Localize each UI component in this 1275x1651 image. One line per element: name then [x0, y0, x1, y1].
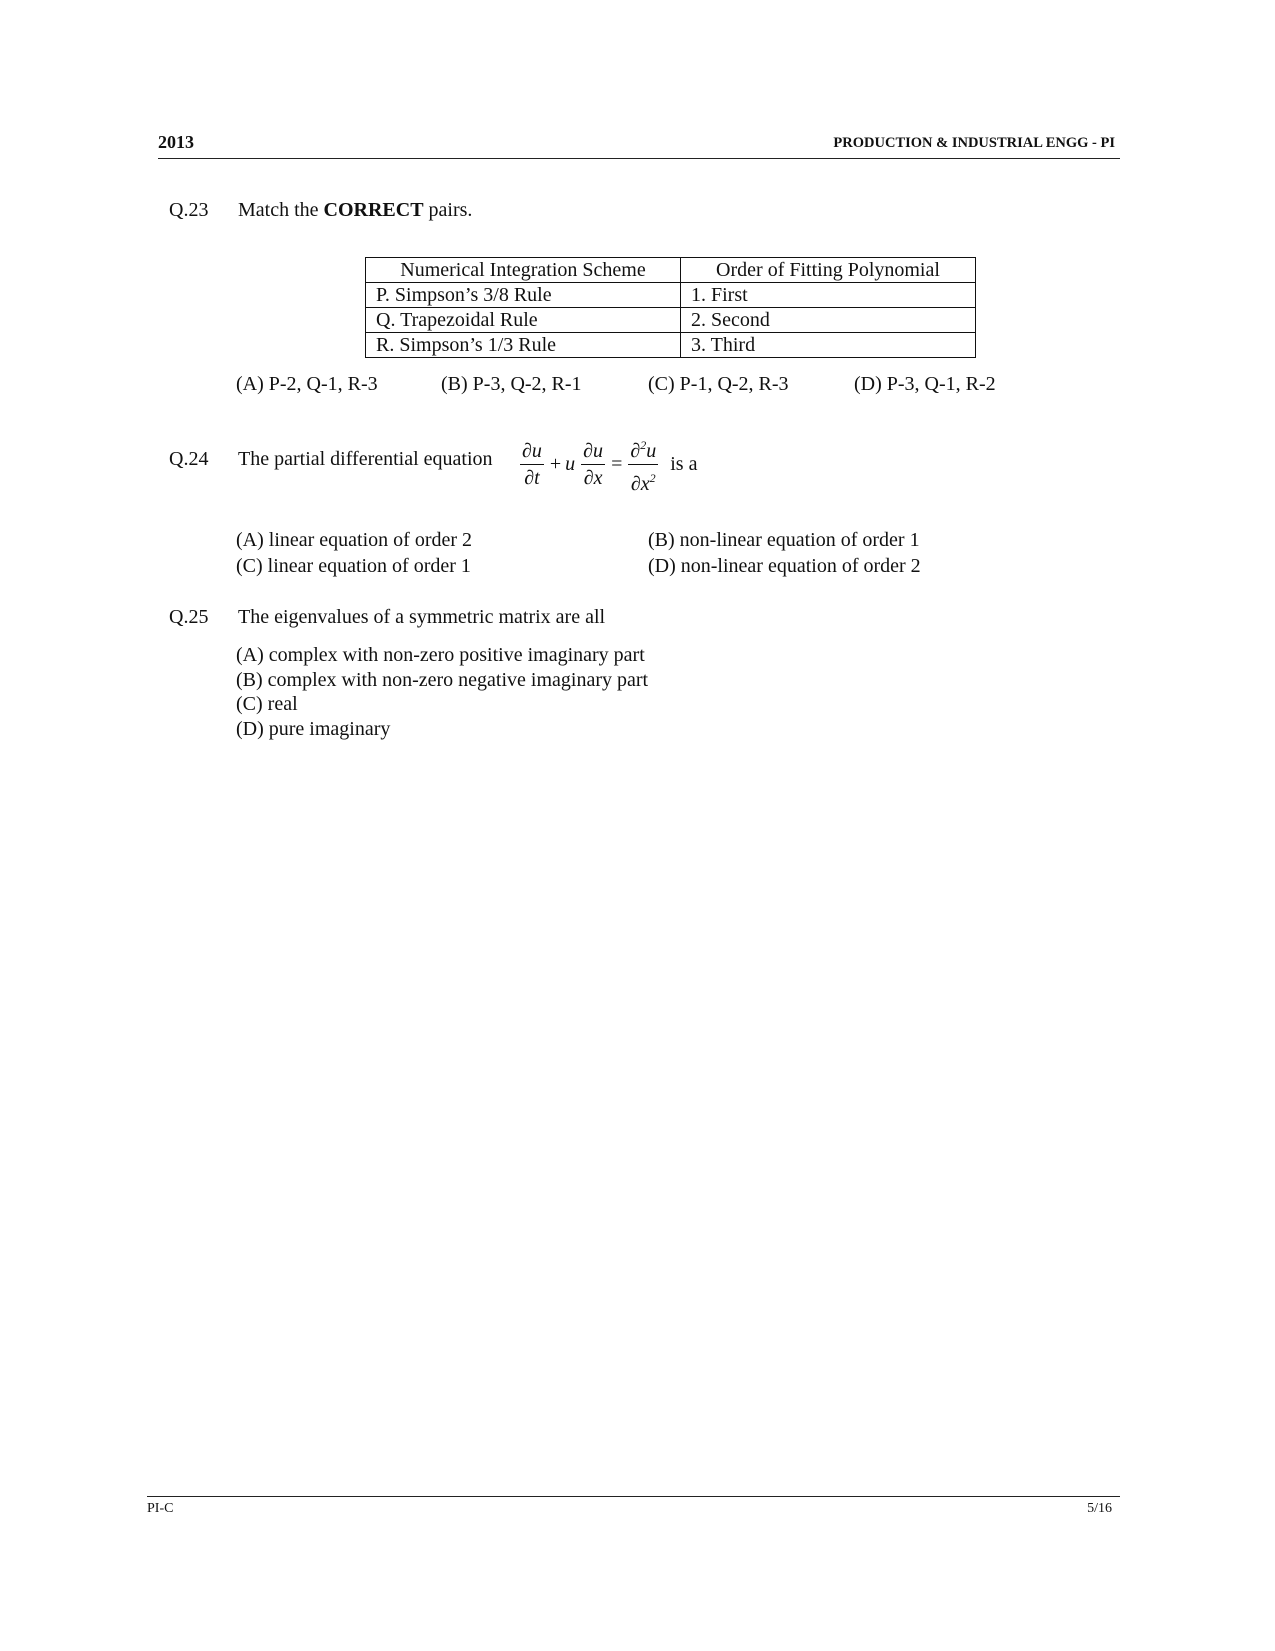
table-header-row [366, 258, 976, 283]
page-footer [147, 1496, 1120, 1516]
option-a: (A) linear equation of order 2 [236, 529, 473, 551]
table-header: Numerical Integration Scheme [366, 258, 681, 283]
option-c: (C) linear equation of order 1 [236, 555, 471, 577]
question-number: Q.23 [169, 199, 209, 221]
pde-equation: $\frac{\partial u}{\partial t}$ + u $\frac{\partial u}{\partial x}$ = $\frac{\partial^2u}{\partial x^2}$ is a [520, 432, 699, 497]
table-cell: Q. Trapezoidal Rule [366, 308, 681, 333]
option-a: (A) P-2, Q-1, R-3 [236, 373, 378, 395]
exam-subject: PRODUCTION & INDUSTRIAL ENGG - PI [833, 135, 1115, 151]
page-header [158, 130, 1120, 159]
option-c: (C) real [236, 693, 298, 715]
table-cell: R. Simpson’s 1/3 Rule [366, 333, 681, 358]
fraction-d2u-dx2: $\frac{\partial^2u}{\partial x^2}$ [628, 432, 658, 497]
question-suffix: is a [670, 453, 698, 475]
matching-table [365, 257, 976, 358]
fraction-du-dt: $\frac{\partial u}{\partial t}$ [522, 440, 542, 489]
question-text: The eigenvalues of a symmetric matrix are all [238, 606, 606, 628]
table-cell: 2. Second [681, 308, 976, 333]
table-header: Order of Fitting Polynomial [681, 258, 976, 283]
option-b: (B) non-linear equation of order 1 [648, 529, 920, 551]
exam-year: 2013 [158, 132, 194, 152]
table-cell: 1. First [681, 283, 976, 308]
table-row [366, 333, 976, 358]
option-c: (C) P-1, Q-2, R-3 [648, 373, 789, 395]
page-number: 5/16 [1087, 1501, 1112, 1516]
option-a: (A) complex with non-zero positive imaginary part [236, 644, 645, 666]
option-d: (D) pure imaginary [236, 718, 391, 740]
table-row [366, 283, 976, 308]
question-text: The partial differential equation [238, 448, 493, 470]
paper-code: PI-C [147, 1501, 174, 1516]
table-row [366, 308, 976, 333]
question-text: Match the CORRECT pairs. [238, 199, 473, 221]
table-cell: 3. Third [681, 333, 976, 358]
option-d: (D) P-3, Q-1, R-2 [854, 373, 996, 395]
option-b: (B) complex with non-zero negative imaginary part [236, 669, 649, 691]
option-d: (D) non-linear equation of order 2 [648, 555, 921, 577]
table-cell: P. Simpson’s 3/8 Rule [366, 283, 681, 308]
fraction-du-dx: $\frac{\partial u}{\partial x}$ [583, 440, 604, 489]
question-number: Q.24 [169, 448, 209, 470]
question-number: Q.25 [169, 606, 209, 628]
option-b: (B) P-3, Q-2, R-1 [441, 373, 582, 395]
